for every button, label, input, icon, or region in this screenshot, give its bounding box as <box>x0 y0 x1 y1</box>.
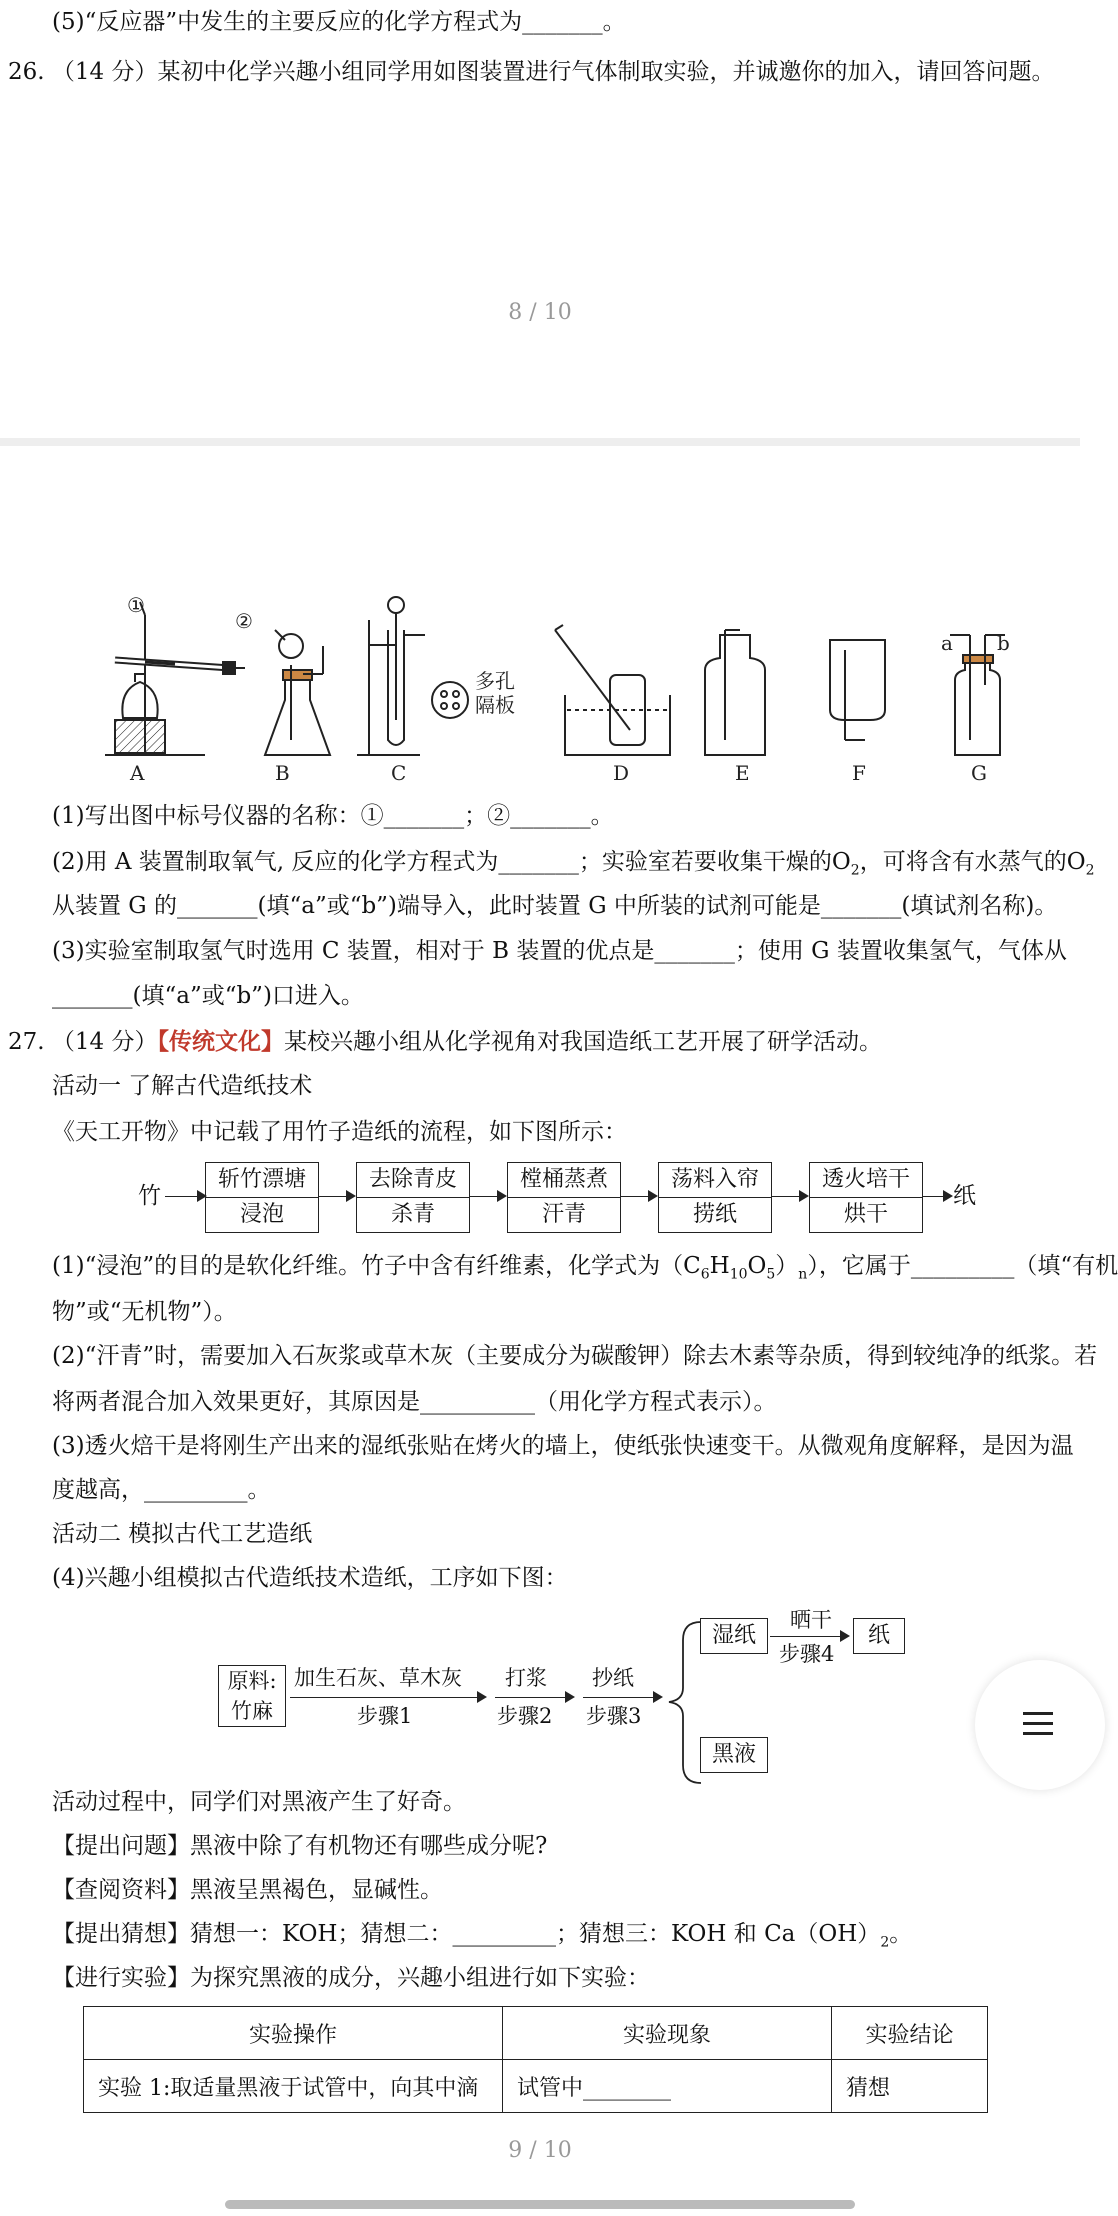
question-26-header: 26. （14 分）某初中化学兴趣小组同学用如图装置进行气体制取实验，并诚邀你的加入，请回答问题。 <box>8 59 1055 85</box>
label-c: C <box>391 761 407 785</box>
flow2-s2-top: 打浆 <box>505 1666 547 1690</box>
flow2-s1-top: 加生石灰、草木灰 <box>294 1666 462 1690</box>
menu-icon <box>1023 1732 1053 1735</box>
apparatus-c <box>357 597 468 755</box>
flow2-arrow-4 <box>770 1636 848 1637</box>
activity-1-title: 活动一 了解古代造纸技术 <box>52 1073 313 1099</box>
q26-part3: (3)实验室制取氢气时选用 C 装置，相对于 B 装置的优点是_______；使用 G 装置收集氢气，气体从 <box>52 938 1067 964</box>
label-f: F <box>852 761 866 785</box>
label-a: A <box>130 761 145 785</box>
flow2-s3-bottom: 步骤3 <box>586 1704 642 1728</box>
q26-part2-cont: 从装置 G 的_______(填“a”或“b”)端导入，此时装置 G 中所装的试剂可能是_______(填试剂名称)。 <box>52 893 1058 919</box>
apparatus-b <box>265 630 330 755</box>
menu-icon <box>1023 1712 1053 1715</box>
q27-part3: (3)透火焙干是将刚生产出来的湿纸张贴在烤火的墙上，使纸张快速变干。从微观角度解释，是因为温 <box>52 1433 1074 1459</box>
flow1-arrow <box>923 1196 951 1197</box>
flow2-s3-top: 抄纸 <box>592 1666 634 1690</box>
page-number-9: 9 / 10 <box>508 2138 572 2163</box>
flow2-arrow-1 <box>290 1697 485 1698</box>
apparatus-figure <box>95 590 1035 790</box>
flow1-step-5: 透火培干 烘干 <box>809 1162 923 1233</box>
home-indicator[interactable] <box>225 2200 855 2209</box>
q27-part2: (2)“汗青”时，需要加入石灰浆或草木灰（主要成分为碳酸钾）除去木素等杂质，得到较纯净的纸浆。若 <box>52 1343 1098 1369</box>
flow2-wet-paper: 湿纸 <box>700 1618 768 1654</box>
menu-button[interactable] <box>975 1660 1105 1790</box>
label-d: D <box>613 761 630 785</box>
flow1-step-3: 樘桶蒸煮 汗青 <box>507 1162 621 1233</box>
flow2-s2-bottom: 步骤2 <box>497 1704 553 1728</box>
page-number-8: 8 / 10 <box>508 300 572 325</box>
flow2-s4-bottom: 步骤4 <box>779 1642 835 1666</box>
q27-part1-cont: 物”或“无机物”）。 <box>52 1299 237 1325</box>
flow1-arrow <box>165 1196 205 1197</box>
q26-part1: (1)写出图中标号仪器的名称：①_______；②_______。 <box>52 803 614 829</box>
table-cell: 实验 1:取适量黑液于试管中，向其中滴 <box>84 2060 503 2113</box>
table-cell: 猜想 <box>832 2060 988 2113</box>
flow1-arrow <box>772 1196 807 1197</box>
q26-part3-cont: _______(填“a”或“b”)口进入。 <box>52 983 364 1009</box>
table-row <box>84 2060 988 2113</box>
label-g: G <box>971 761 987 785</box>
porous-label-2: 隔板 <box>475 693 515 717</box>
apparatus-f <box>830 640 885 740</box>
flow2-s4-top: 晒干 <box>790 1608 832 1632</box>
q27-after-text: 活动过程中，同学们对黑液产生了好奇。 <box>52 1789 466 1815</box>
flow2-black-liquor: 黑液 <box>700 1737 768 1773</box>
activity-2-title: 活动二 模拟古代工艺造纸 <box>52 1521 313 1547</box>
flow1-end: 纸 <box>953 1183 976 1209</box>
q27-part2-cont: 将两者混合加入效果更好，其原因是__________（用化学方程式表示）。 <box>52 1389 777 1415</box>
apparatus-d <box>555 625 670 755</box>
q27-part4: (4)兴趣小组模拟古代造纸技术造纸，工序如下图： <box>52 1565 568 1591</box>
q26-part2: (2)用 A 装置制取氧气, 反应的化学方程式为_______；实验室若要收集干燥的$O_2$，可将含有水蒸气的$O_2$ <box>52 849 1095 879</box>
q27-part3-cont: 度越高，_________。 <box>52 1477 271 1503</box>
label-b: B <box>275 761 290 785</box>
menu-icon <box>1023 1722 1053 1725</box>
flow1-step-4: 荡料入帘 捞纸 <box>658 1162 772 1233</box>
flow1-arrow <box>319 1196 354 1197</box>
table-header: 实验结论 <box>832 2007 988 2060</box>
flow1-arrow <box>470 1196 505 1197</box>
flow2-arrow-2 <box>495 1697 573 1698</box>
question-27-header: 27. （14 分）【传统文化】某校兴趣小组从化学视角对我国造纸工艺开展了研学活动。 <box>8 1028 882 1055</box>
flow1-arrow <box>621 1196 656 1197</box>
mark-1: ① <box>127 593 145 617</box>
flow2-brace <box>665 1620 705 1785</box>
table-header: 实验现象 <box>503 2007 832 2060</box>
flow2-s1-bottom: 步骤1 <box>357 1704 413 1728</box>
apparatus-a <box>105 602 245 755</box>
flow2-raw: 原料: 竹麻 <box>218 1665 286 1727</box>
page-separator <box>0 438 1080 446</box>
flow2-arrow-3 <box>583 1697 661 1698</box>
q27-experiment: 【进行实验】为探究黑液的成分，兴趣小组进行如下实验： <box>52 1965 650 1991</box>
q27-guess: 【提出猜想】猜想一：KOH；猜想二：_________；猜想三：KOH 和 $Ca(OH)_2$。 <box>52 1921 913 1951</box>
q27-ask: 【提出问题】黑液中除了有机物还有哪些成分呢? <box>52 1833 548 1859</box>
g-port-b: b <box>997 631 1010 655</box>
flow1-start: 竹 <box>138 1183 161 1209</box>
flow1-step-1: 斩竹漂塘 浸泡 <box>205 1162 319 1233</box>
q27-part1: (1)“浸泡”的目的是软化纤维。竹子中含有纤维素，化学式为$(C_6H_{10}O_5)_n$），它属于_________（填“有机 <box>52 1253 1118 1283</box>
apparatus-e <box>705 630 765 755</box>
traditional-culture-tag: 【传统文化】 <box>157 1028 284 1055</box>
porous-label-1: 多孔 <box>475 669 515 693</box>
table-header-row <box>84 2007 988 2060</box>
label-e: E <box>735 761 750 785</box>
flow2-paper: 纸 <box>853 1618 905 1654</box>
mark-2: ② <box>235 609 253 633</box>
experiment-table <box>83 2006 988 2113</box>
q27-info: 【查阅资料】黑液呈黑褐色，显碱性。 <box>52 1877 443 1903</box>
flow1-step-2: 去除青皮 杀青 <box>356 1162 470 1233</box>
activity-1-intro: 《天工开物》中记载了用竹子造纸的流程，如下图所示： <box>52 1119 627 1145</box>
question-25-5: (5)“反应器”中发生的主要反应的化学方程式为_______。 <box>52 9 626 35</box>
table-cell: 试管中________ <box>503 2060 832 2113</box>
table-header: 实验操作 <box>84 2007 503 2060</box>
g-port-a: a <box>941 631 953 655</box>
